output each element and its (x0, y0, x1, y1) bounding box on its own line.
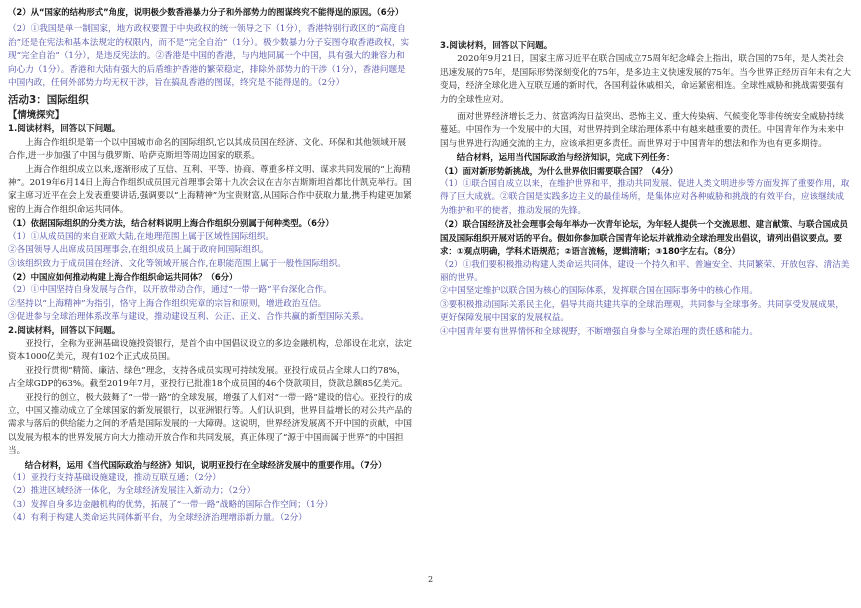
answer-line: ②坚持以“上海精神”为指引，恪守上海合作组织宪章的宗旨和原则，增进政治互信。 (8, 298, 327, 309)
answer-line: （2）①中国坚持自身发展与合作，以开放带动合作，通过“一带一路”平台深化合作。 (8, 285, 332, 296)
material-1-question-1: （1）依据国际组织的分类方法，结合材料说明上海合作组织分别属于何种类型。（6分） (8, 218, 334, 229)
answer-line: （4）有利于构建人类命运共同体新平台，为全球经济治理增添新力量。（2分） (8, 513, 307, 524)
material-3-paragraph: 2020年9月21日，国家主席习近平在联合国成立75周年纪念峰会上指出，联合国的75年，是人类社会迅速发展的75年，是国际形势深刻变化的75年，是多边主义快速发展的75年。当今世界正经历百年未有之大变局，经济全球化进入互联互通的新时代，各国利益休戚相关，命运紧密相连。全球性威胁和挑战需要强有力的全球性应对。 (440, 54, 851, 105)
activity-heading: 活动3：国际组织 (8, 94, 89, 107)
question-2: （2）从“国家的结构形式”角度，说明极少数香港暴力分子和外部势力的图谋终究不能得逞的原因。（6分） (8, 7, 404, 17)
material-3-title: 3.阅读材料，回答以下问题。 (440, 41, 553, 51)
material-2-title: 2.阅读材料，回答以下问题。 (8, 325, 121, 336)
answer-line: ②各国领导人出席成员国理事会,在组织成员上属于政府间国际组织。 (8, 245, 269, 256)
material-3-question-2: （2）联合国经济及社会理事会每年举办一次青年论坛，为年轻人提供一个交流思想、建言献策、与联合国成员国及国际组织开展对话的平台。假如你参加联合国青年论坛并就推动全球治理发出倡议，请列出倡议要点。要求：①观点明确，学科术语规范；②语言流畅，逻辑清晰；③180字左右。（8分） (440, 219, 848, 257)
material-1-paragraph: 上海合作组织是第一个以中国城市命名的国际组织,它以其成员国在经济、文化、环保和其他领域开展合作,进一步加强了中国与俄罗斯、哈萨克斯坦等周边国家的联系。 (8, 137, 407, 162)
answer-line: （3）发挥自身多边金融机构的优势，拓展了“一带一路”战略的国际合作空间；（1分） (8, 499, 333, 510)
answer-line: （1）①联合国自成立以来，在维护世界和平，推动共同发展、促进人类文明进步等方面发挥了重要作用，取得了巨大成就。②联合国是实践多边主义的最佳场所，是集体应对各种威胁和挑战的有效平台，应该继续成为维护和平的使者，推动发展的先锋。 (440, 179, 850, 216)
material-2-question: 结合材料，运用《当代国际政治与经济》知识，说明亚投行在全球经济发展中的重要作用。（7分） (24, 459, 387, 470)
material-3-task: 结合材料，运用当代国际政治与经济知识，完成下列任务： (456, 152, 675, 163)
material-2-paragraph: 亚投行，全称为亚洲基础设施投资银行，是首个由中国倡议设立的多边金融机构，总部设在北京，法定资本1000亿美元，现有102个正式成员国。 (8, 338, 412, 363)
answer-2: （2）①我国是单一制国家，地方政权要置于中央政权的统一领导之下（1分），香港特别行政区的“高度自治”还是在宪法和基本法规定的权限内，而不是“完全自治”（1分）。极少数暴力分子妄图夺取香港政权，实现“完全自治”（1分），是违反宪法的。②香港是中国的香港，与内地同属一个中国，具有强大的兼容力和向心力（1分）。香港和大陆有强大的后盾维护香港的繁荣稳定，排除外部势力的干涉（1分），香港问题是中国内政，任何外部势力均无权干涉，旨在搞乱香港的图谋，终究是不能得逞的。（2分） (8, 24, 410, 89)
answer-line: （1）亚投行支持基础设施建设，推动互联互通；（2分） (8, 473, 221, 483)
answer-line: （2）①我们要积极推动构建人类命运共同体，建设一个持久和平、普遍安全、共同繁荣、开放包容、清洁美丽的世界。 (440, 259, 850, 283)
answer-line: ②中国坚定维护以联合国为核心的国际体系，发挥联合国在国际事务中的核心作用。 (440, 286, 758, 297)
material-2-paragraph: 亚投行贯彻“精简、廉洁、绿色”理念，支持各成员实现可持续发展。亚投行成员占全球人口约78%，占全球GDP的63%。截至2019年7月，亚投行已批准18个成员国的46个贷款项目，贷款总额85亿美元。 (8, 365, 408, 390)
answer-line: （1）①从成员国的来自亚欧大陆,在地理范围上属于区域性国际组织。 (8, 231, 275, 242)
left-column (8, 0, 413, 526)
situation-heading: 【情境探究】 (8, 110, 65, 122)
answer-line: ③该组织致力于成员国在经济、文化等领域开展合作,在职能范围上属于一般性国际组织。 (8, 258, 346, 269)
material-1-question-2: （2）中国应如何推动构建上海合作组织命运共同体？（6分） (8, 271, 238, 282)
answer-line: ③促进参与全球治理体系改革与建设，推动建设互利、公正、正义、合作共赢的新型国际关系。 (8, 312, 369, 323)
right-column (440, 0, 852, 339)
answer-line: ③要积极推动国际关系民主化，倡导共商共建共享的全球治理观，共同参与全球事务。共同享受发展成果，更好保障发展中国家的发展权益。 (440, 299, 844, 324)
material-1-title: 1.阅读材料，回答以下问题。 (8, 124, 121, 135)
answer-line: ④中国青年要有世界情怀和全球视野，不断增强自身参与全球治理的责任感和能力。 (440, 326, 758, 337)
material-1-paragraph: 上海合作组织成立以来,逐渐形成了互信、互利、平等、协商、尊重多样文明、谋求共同发展的“上海精神”。2019年6月14日上海合作组织成员国元首理事会第十九次会议在吉尔吉斯斯坦首都比什凯克举行。国家主席习近平在会上发表重要讲话,强调要以“上海精神”为宝贵财富,从国际合作中获取力量,携手构建更加紧密的上海合作组织命运共同体。 (8, 164, 412, 215)
material-3-paragraph: 面对世界经济增长乏力、贫富鸿沟日益突出、恐怖主义、重大传染病、气候变化等非传统安全威胁持续蔓延。中国作为一个发展中的大国，对世界持到全球治理体系中有越来越重要的责任。中国青年作为未来中国与世界进行沟通交流的主力，应该承担更多责任。而世界对于中国青年的想法和作为也有更多期待。 (440, 112, 844, 149)
answer-line: （2）推进区域经济一体化，为全球经济发展注入新动力；（2分） (8, 486, 256, 497)
material-2-paragraph: 亚投行的创立，极大鼓舞了“一带一路”的全球发展，增强了人们对“一带一路”建设的信心。亚投行的成立，中国又推动成立了全球国家的新发展银行，以亚洲银行等。人们认识到，世界目益增长的对公共产品的需求与落后的供给能力之间的矛盾是国际发展的一大障碍。这说明，世界经济发展离不开中国的贡献，中国以发展为根本的世界发展方向大力推动开放合作和共同发展，真正体现了“源于中国而属于世界”的中国担当。 (8, 392, 413, 457)
material-3-question-1: （1）面对新形势新挑战，为什么世界依旧需要联合国？（4分） (440, 165, 678, 176)
page-number: 2 (428, 575, 434, 584)
